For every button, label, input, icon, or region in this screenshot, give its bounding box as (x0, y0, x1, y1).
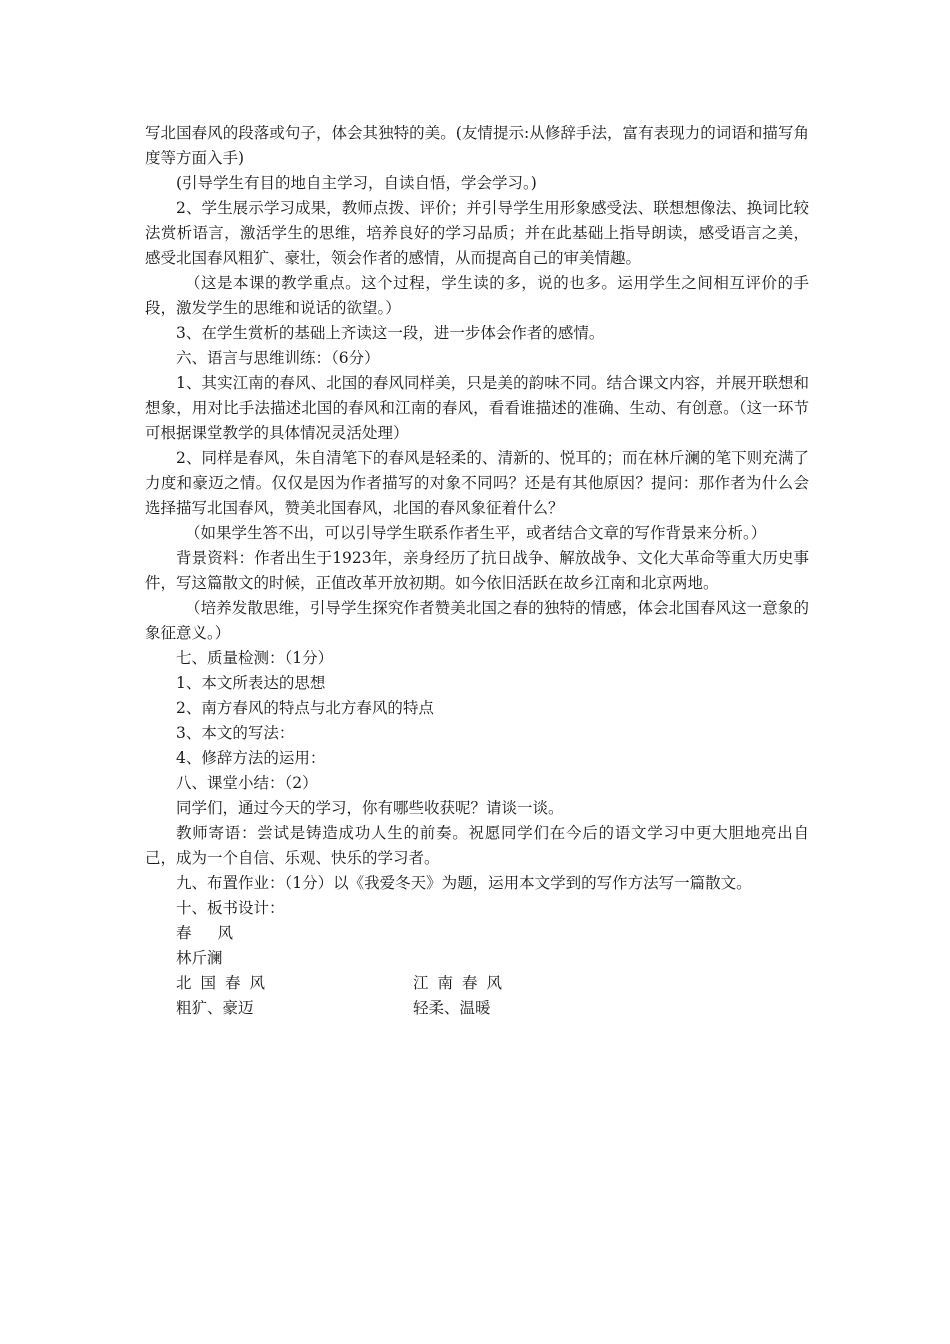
section-heading-8: 八、课堂小结：（2） (176, 774, 318, 792)
board-right-traits: 轻柔、温暖 (413, 999, 491, 1017)
quality-item-1: 1、本文所表达的思想 (176, 674, 326, 692)
quality-item-4: 4、修辞方法的运用： (176, 749, 326, 767)
board-heading-row (145, 971, 809, 996)
paragraph-training-2: 2、同样是春风，朱自清笔下的春风是轻柔的、清新的、悦耳的；而在林斤澜的笔下则充满了力度和豪迈之情。仅仅是因为作者描写的对象不同吗？还是有其他原因？提问：那作者为什么会选择描写北国春风，赞美北国春风，北国的春风象征着什么？ (145, 449, 809, 517)
board-left-traits: 粗犷、豪迈 (176, 999, 254, 1017)
paragraph-key-point-note: （这是本课的教学重点。这个过程，学生读的多，说的也多。运用学生之间相互评价的手段，激发学生的思维和说话的欲望。） (145, 274, 809, 317)
quality-item-3: 3、本文的写法： (176, 724, 295, 742)
section-heading-7: 七、质量检测：（1分） (176, 649, 334, 667)
board-author-row (145, 946, 809, 971)
paragraph-summary: 同学们，通过今天的学习，你有哪些收获呢？请谈一谈。 (176, 799, 564, 817)
quality-item-2: 2、南方春风的特点与北方春风的特点 (176, 699, 434, 717)
paragraph-step-2: 2、学生展示学习成果，教师点拨、评价；并引导学生用形象感受法、联想想像法、换词比较法赏析语言，激活学生的思维，培养良好的学习品质；并在此基础上指导朗读，感受语言之美，感受北国春风粗犷、豪壮，领会作者的感情，从而提高自己的审美情趣。 (145, 199, 809, 267)
paragraph-step-3: 3、在学生赏析的基础上齐读这一段，进一步体会作者的感情。 (176, 324, 605, 342)
paragraph-background: 背景资料：作者出生于1923年，亲身经历了抗日战争、解放战争、文化大革命等重大历史事件，写这篇散文的时候，正值改革开放初期。如今依旧活跃在故乡江南和北京两地。 (145, 549, 809, 592)
board-title: 春风 (176, 924, 260, 942)
paragraph-divergent-note: （培养发散思维，引导学生探究作者赞美北国之春的独特的情感，体会北国春风这一意象的象征意义。） (145, 599, 809, 642)
board-right-heading: 江南春风 (413, 974, 512, 992)
paragraph-teacher-message: 教师寄语：尝试是铸造成功人生的前奏。祝愿同学们在今后的语文学习中更大胆地亮出自己，成为一个自信、乐观、快乐的学习者。 (145, 824, 809, 867)
paragraph-guidance: (引导学生有目的地自主学习，自读自悟，学会学习。) (176, 174, 537, 192)
section-heading-9: 九、布置作业：（1分）以《我爱冬天》为题，运用本文学到的写作方法写一篇散文。 (176, 874, 752, 892)
board-title-row (145, 921, 809, 946)
section-heading-6: 六、语言与思维训练：（6分） (176, 349, 380, 367)
board-author: 林斤澜 (176, 949, 223, 967)
section-heading-10: 十、板书设计： (176, 899, 285, 917)
paragraph-training-1: 1、其实江南的春风、北国的春风同样美，只是美的韵味不同。结合课文内容，并展开联想和想象，用对比手法描述北国的春风和江南的春风，看看谁描述的准确、生动、有创意。（这一环节可根据课堂教学的具体情况灵活处理） (145, 374, 809, 442)
paragraph-hint-note: （如果学生答不出，可以引导学生联系作者生平，或者结合文章的写作背景来分析。） (185, 524, 767, 542)
paragraph-intro: 写北国春风的段落或句子，体会其独特的美。(友情提示:从修辞手法，富有表现力的词语和描写角度等方面入手) (145, 124, 809, 167)
document-page (145, 121, 809, 1021)
board-left-heading: 北国春风 (176, 974, 275, 992)
board-traits-row (145, 996, 809, 1021)
